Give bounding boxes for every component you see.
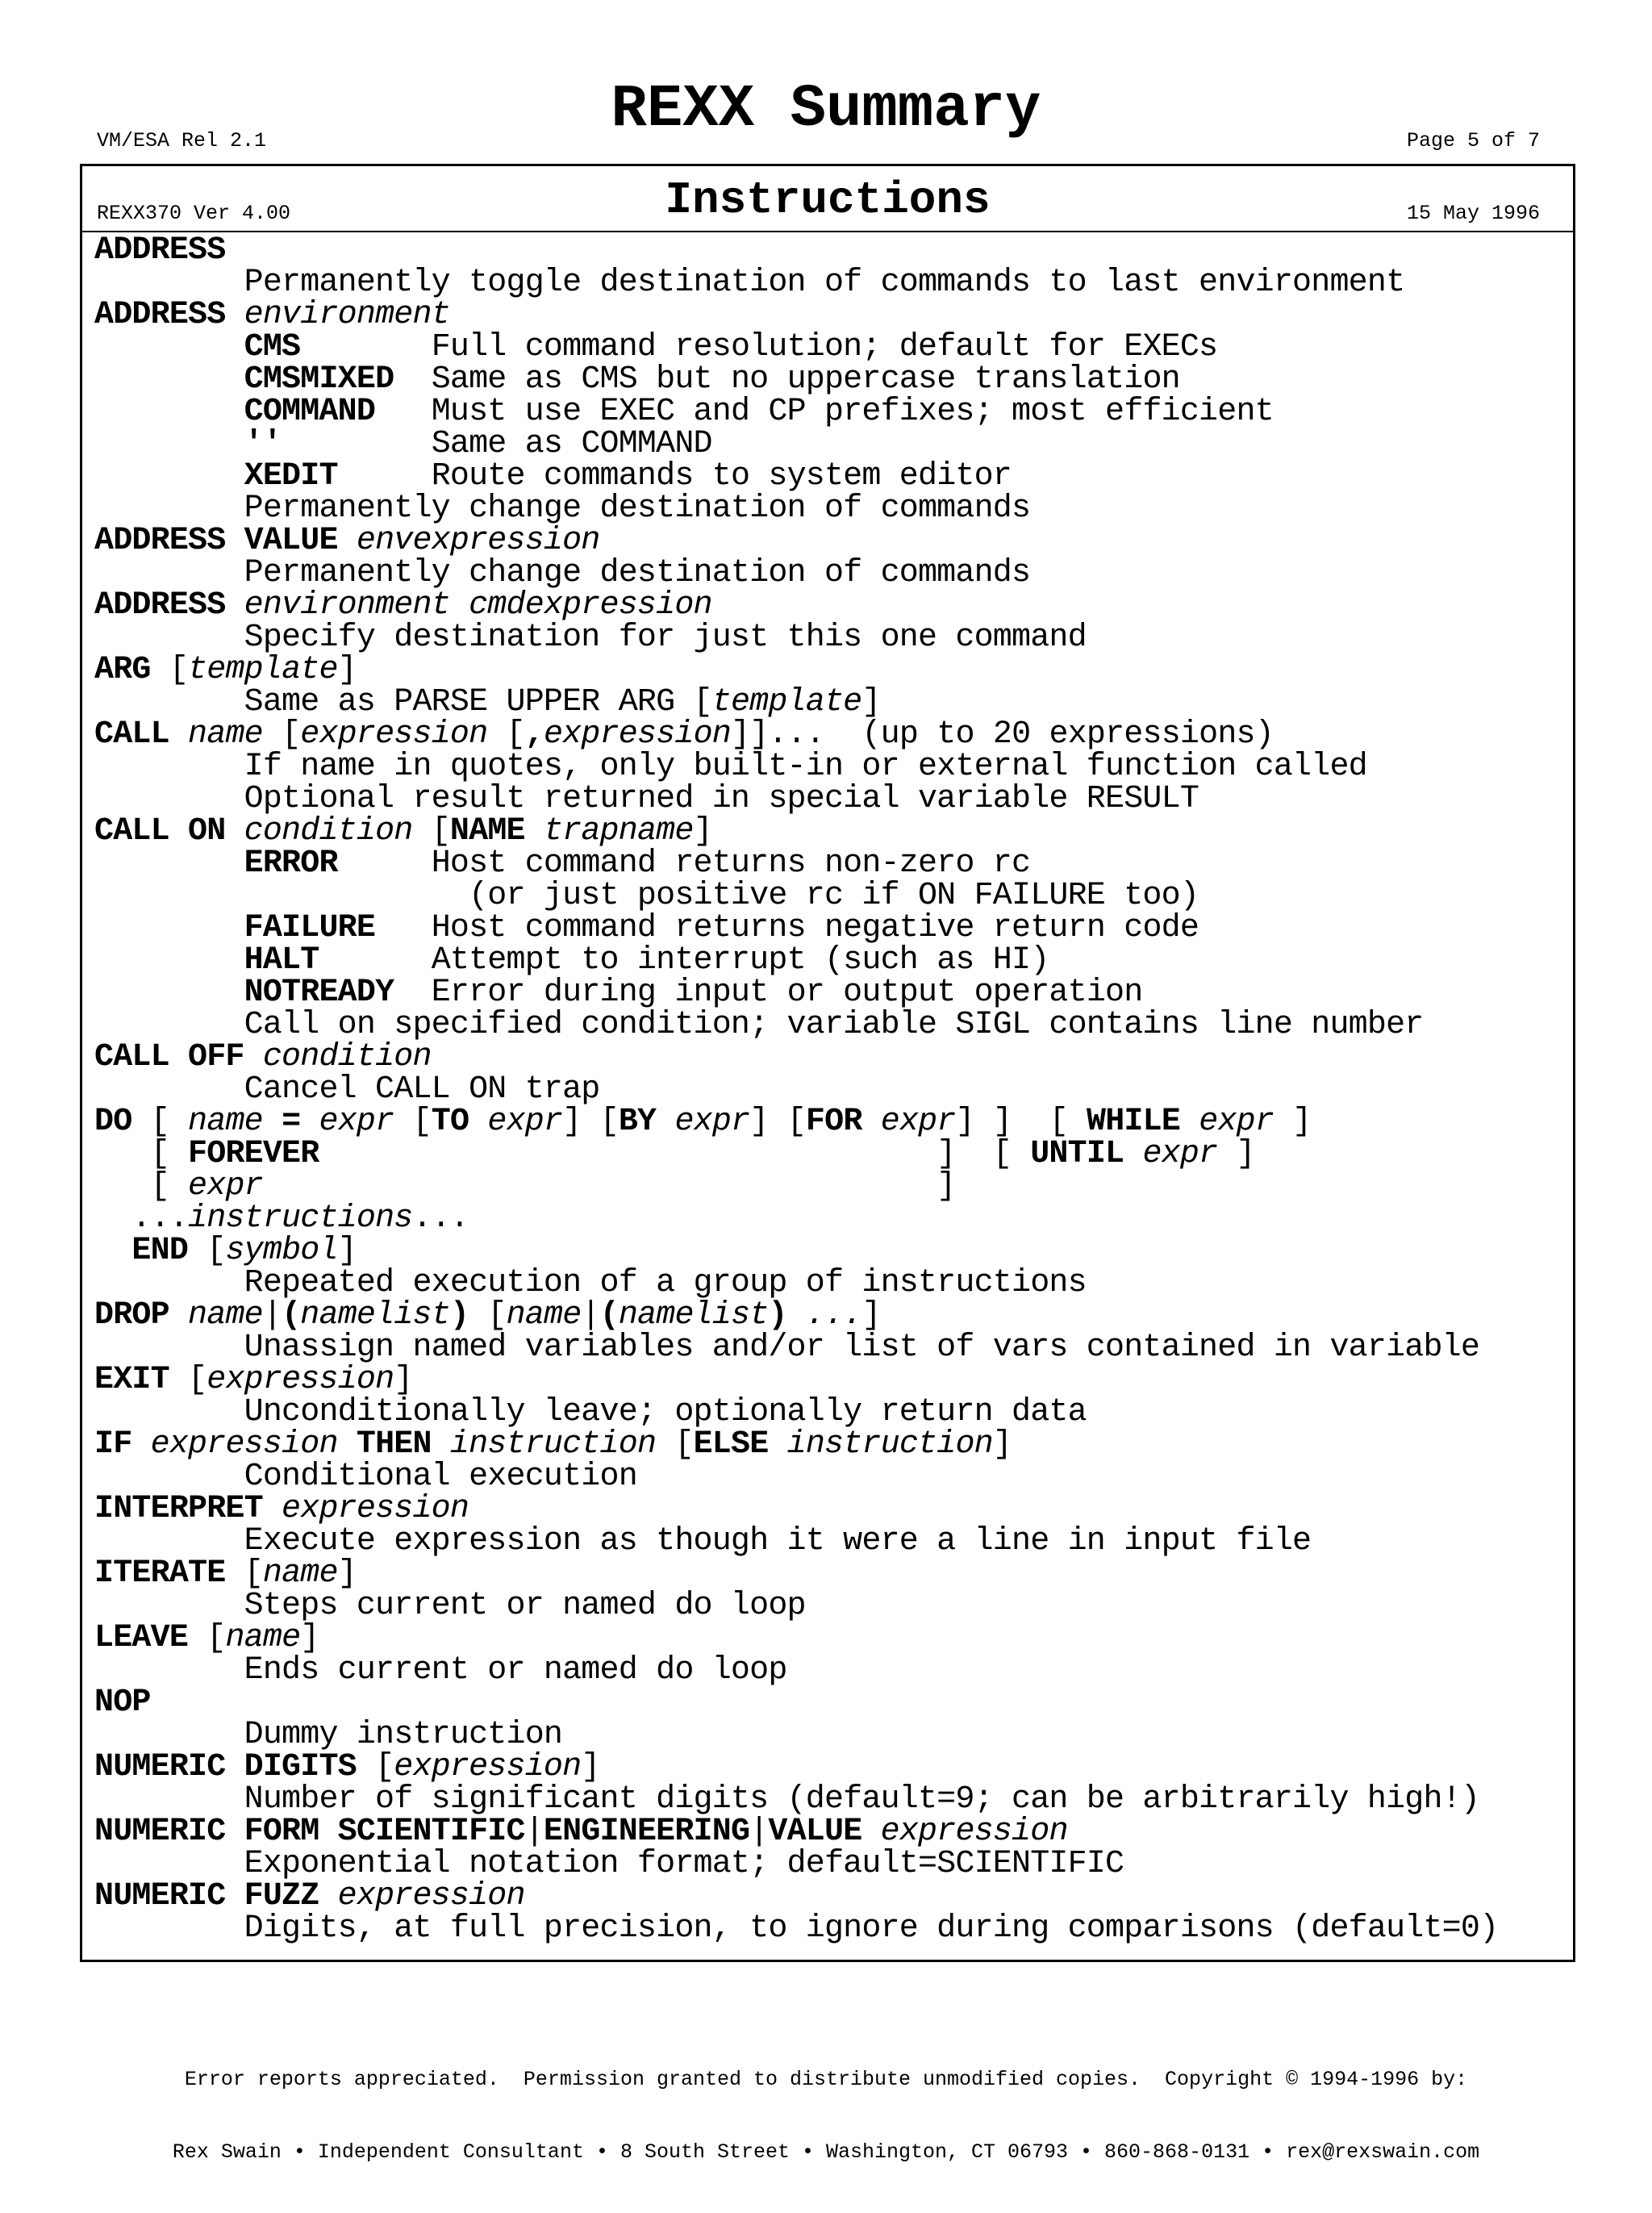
instruction-line <box>94 525 1498 557</box>
instruction-line <box>94 942 1498 979</box>
parameter-text: name <box>188 716 263 753</box>
parameter-text: template <box>711 684 862 720</box>
description-text: ... <box>94 1200 189 1237</box>
keyword-text: ( <box>599 1297 619 1334</box>
description-text <box>94 910 244 946</box>
keyword-text: NOTREADY <box>244 975 394 1011</box>
description-text: Conditional execution <box>94 1459 637 1495</box>
instruction-line <box>94 1816 1498 1848</box>
description-text: [ <box>412 813 450 850</box>
keyword-text: ) <box>768 1297 787 1334</box>
instruction-line <box>94 1332 1498 1364</box>
parameter-text: instruction <box>786 1426 993 1463</box>
instruction-line <box>94 1652 1498 1689</box>
footer-contact: Rex Swain • Independent Consultant • 8 South Street • Washington, CT 06793 • 860-868-0131 • rex@rexswain.com <box>172 2140 1480 2164</box>
keyword-text: NUMERIC FUZZ <box>94 1878 338 1914</box>
instruction-line <box>94 1461 1498 1493</box>
keyword-text: ITERATE <box>94 1555 244 1592</box>
description-text: | <box>749 1814 769 1850</box>
parameter-text: expr <box>880 1104 956 1140</box>
keyword-text: NUMERIC DIGITS <box>94 1749 376 1785</box>
parameter-text: template <box>188 652 338 688</box>
description-text: [ <box>94 1168 189 1205</box>
footer <box>0 2019 1652 2213</box>
parameter-text: ... <box>805 1297 862 1334</box>
parameter-text: instructions <box>188 1200 413 1237</box>
description-text <box>787 1297 806 1334</box>
parameter-text: expression <box>300 716 488 753</box>
keyword-text: FAILURE <box>244 910 376 946</box>
description-text <box>94 1233 131 1269</box>
instruction-line <box>94 716 1498 753</box>
parameter-text: symbol <box>225 1233 338 1269</box>
parameter-text: environment cmdexpression <box>244 587 712 624</box>
description-text: [ <box>188 1233 226 1269</box>
description-text: ] <box>337 1555 357 1592</box>
description-text: Cancel CALL ON trap <box>94 1071 600 1108</box>
description-text: ] <box>300 1620 319 1656</box>
instruction-line <box>94 1200 1498 1237</box>
description-text: ] <box>693 813 712 850</box>
keyword-text: CALL <box>94 716 189 753</box>
description-text: ] [ <box>562 1104 619 1140</box>
description-text: ] <box>861 1297 881 1334</box>
system-version: VM/ESA Rel 2.1 <box>97 129 267 152</box>
description-text: Must use EXEC and CP prefixes; most efficient <box>375 394 1274 430</box>
description-text: Number of significant digits (default=9; can be arbitrarily high!) <box>94 1781 1480 1818</box>
instruction-line <box>94 1426 1498 1463</box>
description-text: ]]... (up to 20 expressions) <box>731 716 1274 753</box>
instruction-line <box>94 1687 1498 1719</box>
parameter-text: trapname <box>543 813 694 850</box>
instruction-line <box>94 977 1498 1009</box>
description-text: ] <box>337 1233 357 1269</box>
rexx-version: REXX370 Ver 4.00 <box>97 202 291 225</box>
instruction-list <box>94 232 1499 1947</box>
keyword-text: CALL ON <box>94 813 244 850</box>
description-text: Same as CMS but no uppercase translation <box>394 361 1180 398</box>
instruction-line <box>94 1590 1498 1622</box>
instruction-line <box>94 1297 1498 1334</box>
keyword-text: , <box>524 716 544 753</box>
instruction-line <box>94 1267 1498 1300</box>
description-text <box>94 975 244 1011</box>
keyword-text: ( <box>282 1297 301 1334</box>
instruction-line <box>94 1622 1498 1655</box>
description-text: [ <box>262 716 301 753</box>
instruction-line <box>94 587 1498 624</box>
instruction-line <box>94 1555 1498 1592</box>
keyword-text: DROP <box>94 1297 189 1334</box>
keyword-text: NUMERIC FORM SCIENTIFIC <box>94 1814 525 1850</box>
keyword-text: THEN <box>337 1426 450 1463</box>
description-text: [ <box>375 1749 394 1785</box>
parameter-text: expr <box>487 1104 563 1140</box>
keyword-text: ADDRESS <box>94 297 244 333</box>
instruction-line <box>94 880 1498 912</box>
description-text: [ <box>131 1104 189 1140</box>
keyword-text: ADDRESS <box>94 587 244 624</box>
instruction-line <box>94 912 1498 945</box>
keyword-text: DO <box>94 1104 132 1140</box>
description-text: [ <box>394 1104 432 1140</box>
description-text: Error during input or output operation <box>394 975 1143 1011</box>
keyword-text: ARG <box>94 652 169 688</box>
instruction-line <box>94 1910 1499 1947</box>
description-text: ] <box>262 1168 956 1205</box>
instruction-line <box>94 267 1498 299</box>
description-text <box>94 394 244 430</box>
description-text: Route commands to system editor <box>337 458 1012 495</box>
instruction-line <box>94 1719 1498 1752</box>
keyword-text: END <box>131 1233 189 1269</box>
keyword-text: ) <box>449 1297 469 1334</box>
keyword-text: FOREVER <box>188 1136 319 1172</box>
description-text: Exponential notation format; default=SCIENTIFIC <box>94 1846 1124 1882</box>
description-text: ] <box>1217 1136 1255 1172</box>
instruction-line <box>94 428 1498 461</box>
parameter-text: expr <box>1142 1136 1218 1172</box>
description-text: [ <box>469 1297 507 1334</box>
description-text: ] [ <box>749 1104 806 1140</box>
description-text: [ <box>244 1555 263 1592</box>
description-text: Dummy instruction <box>94 1717 563 1753</box>
description-text <box>94 458 244 495</box>
instruction-line <box>94 1009 1498 1042</box>
keyword-text: '' <box>244 426 282 462</box>
keyword-text: ADDRESS VALUE <box>94 523 357 559</box>
description-text: ] [ <box>319 1136 1031 1172</box>
footer-notice: Error reports appreciated. Permission granted to distribute unmodified copies. Copyright © 1994-1996 by: <box>184 2068 1468 2091</box>
description-text: Host command returns negative return code <box>375 910 1199 946</box>
description-text: ] <box>992 1426 1012 1463</box>
parameter-text: expr <box>1199 1104 1274 1140</box>
instruction-line <box>94 751 1498 783</box>
keyword-text: ERROR <box>244 846 338 882</box>
section-title: Instructions <box>82 166 1573 232</box>
instruction-line <box>94 813 1498 850</box>
keyword-text: TO <box>431 1104 488 1140</box>
description-text: Specify destination for just this one command <box>94 620 1087 656</box>
parameter-text: expr <box>319 1104 394 1140</box>
keyword-text: UNTIL <box>1030 1136 1143 1172</box>
description-text: Permanently toggle destination of commands to last environment <box>94 265 1405 301</box>
instruction-line <box>94 622 1498 654</box>
keyword-text: NOP <box>94 1685 151 1721</box>
document-date: 15 May 1996 <box>1407 202 1541 225</box>
description-text: ] <box>1274 1104 1312 1140</box>
description-text: [ <box>169 652 189 688</box>
description-text: Steps current or named do loop <box>94 1588 806 1624</box>
instruction-line <box>94 684 1498 720</box>
description-text: Permanently change destination of commands <box>94 491 1031 527</box>
keyword-text: INTERPRET <box>94 1491 282 1527</box>
parameter-text: name <box>225 1620 301 1656</box>
instruction-line <box>94 1138 1498 1171</box>
keyword-text: EXIT <box>94 1362 189 1398</box>
parameter-text: name <box>188 1104 263 1140</box>
instruction-line <box>94 1523 1498 1560</box>
description-text <box>94 942 244 979</box>
instruction-line <box>94 232 1498 269</box>
keyword-text: CMS <box>244 329 301 365</box>
keyword-text: XEDIT <box>244 458 338 495</box>
keyword-text: BY <box>618 1104 675 1140</box>
instruction-line <box>94 1848 1498 1881</box>
instruction-line <box>94 1168 1498 1205</box>
keyword-text: IF <box>94 1426 151 1463</box>
keyword-text: ENGINEERING <box>543 1814 750 1850</box>
parameter-text: expression <box>880 1814 1068 1850</box>
description-text: [ <box>94 1136 189 1172</box>
description-text: [ <box>188 1362 207 1398</box>
instruction-line <box>94 458 1498 495</box>
description-text <box>94 846 244 882</box>
description-text: ] ] [ <box>955 1104 1087 1140</box>
parameter-text: expr <box>188 1168 263 1205</box>
description-text <box>94 426 244 462</box>
description-text: Same as PARSE UPPER ARG [ <box>94 684 712 720</box>
parameter-text: condition <box>262 1039 432 1075</box>
description-text: Execute expression as though it were a line in input file <box>94 1523 1312 1560</box>
keyword-text: VALUE <box>768 1814 881 1850</box>
description-text: Repeated execution of a group of instructions <box>94 1265 1087 1301</box>
description-text: [ <box>206 1620 226 1656</box>
description-text: ] <box>581 1749 600 1785</box>
instruction-line <box>94 493 1498 525</box>
parameter-text: expression <box>206 1362 394 1398</box>
instruction-line <box>94 1364 1498 1397</box>
parameter-text: namelist <box>300 1297 450 1334</box>
instruction-line <box>94 1394 1498 1430</box>
instruction-line <box>94 557 1498 590</box>
description-text: Attempt to interrupt (such as HI) <box>319 942 1049 979</box>
keyword-text: HALT <box>244 942 319 979</box>
description-text: | <box>524 1814 544 1850</box>
keyword-text: WHILE <box>1087 1104 1199 1140</box>
description-text: Call on specified condition; variable SIGL contains line number <box>94 1007 1424 1043</box>
keyword-text: CALL OFF <box>94 1039 263 1075</box>
page-number: Page 5 of 7 <box>1407 129 1541 152</box>
parameter-text: expression <box>394 1749 582 1785</box>
parameter-text: instruction <box>449 1426 657 1463</box>
parameter-text: name <box>188 1297 263 1334</box>
description-text: Same as COMMAND <box>282 426 712 462</box>
description-text: Host command returns non-zero rc <box>337 846 1031 882</box>
keyword-text: LEAVE <box>94 1620 207 1656</box>
instruction-line <box>94 783 1498 816</box>
parameter-text: expression <box>150 1426 338 1463</box>
instruction-line <box>94 1106 1498 1138</box>
description-text: ] <box>337 652 357 688</box>
instruction-line <box>94 1878 1498 1914</box>
description-text: Optional result returned in special variable RESULT <box>94 781 1199 817</box>
instruction-line <box>94 1235 1498 1267</box>
instruction-line <box>94 361 1498 398</box>
instruction-line <box>94 299 1498 332</box>
parameter-text: expression <box>337 1878 525 1914</box>
parameter-text: expr <box>674 1104 750 1140</box>
description-text: | <box>262 1297 282 1334</box>
description-text: Permanently change destination of commands <box>94 555 1031 591</box>
description-text: | <box>581 1297 600 1334</box>
instructions-section <box>80 164 1575 1962</box>
instruction-line <box>94 1071 1498 1108</box>
description-text: Unconditionally leave; optionally return data <box>94 1394 1087 1430</box>
instruction-line <box>94 329 1498 365</box>
parameter-text: namelist <box>618 1297 769 1334</box>
parameter-text: name <box>262 1555 338 1592</box>
description-text: Ends current or named do loop <box>94 1652 787 1689</box>
parameter-text: condition <box>244 813 413 850</box>
description-text: ... <box>412 1200 469 1237</box>
instruction-line <box>94 1749 1498 1785</box>
parameter-text: environment <box>244 297 450 333</box>
instruction-line <box>94 396 1498 428</box>
keyword-text: ADDRESS <box>94 232 226 269</box>
description-text: (or just positive rc if ON FAILURE too) <box>94 878 1199 914</box>
keyword-text: CMSMIXED <box>244 361 394 398</box>
parameter-text: expression <box>282 1491 469 1527</box>
keyword-text: COMMAND <box>244 394 376 430</box>
description-text: [ <box>487 716 525 753</box>
parameter-text: name <box>506 1297 582 1334</box>
parameter-text: envexpression <box>356 523 600 559</box>
description-text: ] <box>394 1362 413 1398</box>
parameter-text: expression <box>543 716 732 753</box>
keyword-text: FOR <box>805 1104 881 1140</box>
instruction-line <box>94 1781 1498 1818</box>
description-text <box>94 329 244 365</box>
description-text: Unassign named variables and/or list of vars contained in variable <box>94 1330 1480 1366</box>
description-text <box>94 361 244 398</box>
description-text: ] <box>861 684 881 720</box>
instruction-line <box>94 1039 1498 1075</box>
description-text: If name in quotes, only built-in or external function called <box>94 749 1367 785</box>
instruction-line <box>94 848 1498 880</box>
description-text: [ <box>656 1426 694 1463</box>
keyword-text: = <box>262 1104 319 1140</box>
keyword-text: NAME <box>449 813 544 850</box>
document-title: REXX Summary <box>611 76 1041 144</box>
keyword-text: ELSE <box>693 1426 787 1463</box>
description-text: Digits, at full precision, to ignore during comparisons (default=0) <box>94 1910 1499 1947</box>
instruction-line <box>94 1493 1498 1526</box>
instruction-line <box>94 654 1498 687</box>
description-text: Full command resolution; default for EXECs <box>300 329 1218 365</box>
